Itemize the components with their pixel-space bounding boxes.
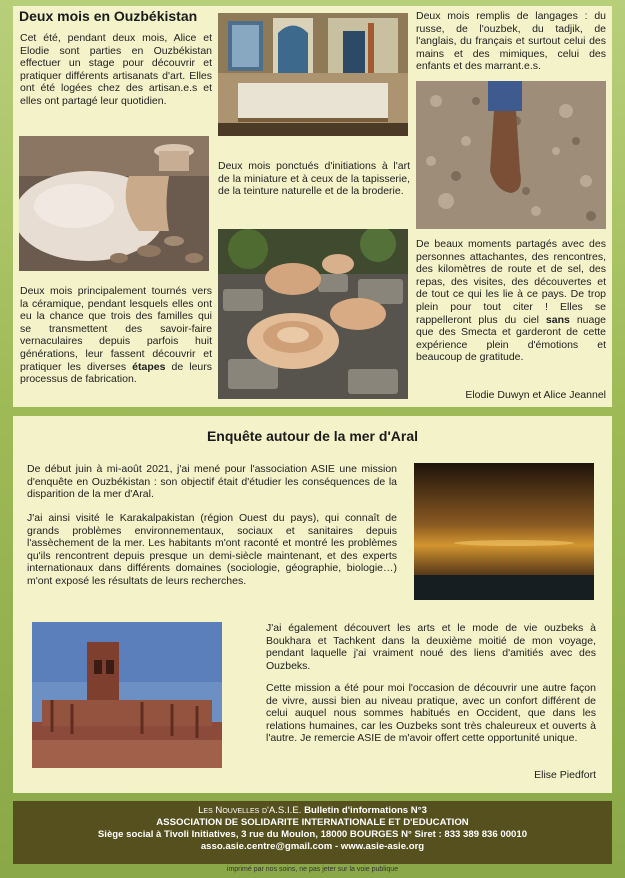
footer-association: ASSOCIATION DE SOLIDARITE INTERNATIONALE ET D'EDUCATION [156,817,469,828]
hand-stones-photo [416,81,606,229]
ceramic-bowls-photo [218,229,408,399]
top-intro-text: Cet été, pendant deux mois, Alice et Elodie sont parties en Ouzbékistan effectuer un stage pour découvrir et pratiquer différents artisanats d'art. Elles ont été logées chez des artisan.e.s et elles ont partagé leur quotidien. [20,32,212,107]
bottom-paragraph-1: De début juin à mi-août 2021, j'ai mené pour l'association ASIE une mission d'enquête en Ouzbékistan : son objectif était d'étudier les conséquences de la disparition de la mer d'Aral. [27,463,397,501]
rusty-ship-photo [32,622,222,768]
pottery-hands-photo [19,136,209,271]
top-initiations-text: Deux mois ponctués d'initiations à l'art de la miniature et à ceux de la tapisserie, de la teinture naturelle et de la broderie. [218,160,410,198]
bottom-paragraph-4: Cette mission a été pour moi l'occasion de découvrir une autre façon de vivre, aussi bien au niveau pratique, avec un confort différent de celui auquel nous sommes habitués en Occident, que dans les relations humaines, car les Ouzbeks sont très chaleureux et ouverts à l'autre. Je remercie ASIE de m'avoir offert cette opportunité unique. [266,682,596,745]
footer-contact[interactable]: asso.asie.centre@gmail.com - www.asie-asie.org [200,841,425,852]
top-moments-text: De beaux moments partagés avec des personnes attachantes, des rencontres, des kilomètres de route et de sel, des repas, des visites, des découvertes et de tout ce qui les lie à ce pays. De trop plein pour tout citer ! Elles se rappelleront plus du ciel sans nuage que des Smecta et garderont de cette expérience plein d'émotions et beaucoup de gratitude. [416,238,607,364]
top-title: Deux mois en Ouzbékistan [19,8,198,24]
top-signature: Elodie Duwyn et Alice Jeannel [465,389,606,401]
top-ceramics-text: Deux mois principalement tournés vers la céramique, pendant lesquels elles ont eu la chance que trois des familles qui se transmettent des savoir-faire vernaculaires depuis parfois huit générations, leur fassent découvrir et pratiquer les diverses étapes de leurs processus de fabrication. [20,285,212,386]
bottom-title: Enquête autour de la mer d'Aral [206,428,419,444]
bottom-paragraph-3: J'ai également découvert les arts et le mode de vie ouzbeks à Boukhara et Tachkent dans la deuxième moitié de mon voyage, pendant laquelle j'ai vraiment noué des liens d'amitiés avec des Ouzbeks. [266,622,596,672]
aral-sunset-photo [414,463,594,600]
top-languages-text: Deux mois remplis de langages : du russe, de l'ouzbek, du tadjik, de l'anglais, du français et surtout celui des mains et des mimiques, celui des enfants et des marrant.e.s. [416,10,606,73]
footer-newsletter-title: Bulletin d'informations N°3 [304,805,427,816]
footer-printed-note: imprimé par nos soins, ne pas jeter sur la voie publique [226,866,399,873]
bottom-signature: Elise Piedfort [534,769,596,781]
footer-address: Siège social à Tivoli Initiatives, 3 rue du Moulon, 18000 BOURGES N° Siret : 833 389 836 00010 [97,829,528,840]
footer-newsletter-prefix: Les Nouvelles d'A.S.I.E. [198,805,302,816]
footer-band [13,801,612,864]
palace-photo [218,13,408,136]
bottom-paragraph-2: J'ai ainsi visité le Karakalpakistan (région Ouest du pays), qui connaît de grands problèmes environnementaux, sociaux et sanitaires depuis l'assèchement de la mer. Les habitants m'ont raconté et montré les problèmes qu'ils rencontrent depuis presque un demi-siècle maintenant, et des experts internationaux dans différents domaines (sociologie, géographie, biologie…) m'ont exposé les résultats de leurs recherches. [27,512,397,587]
